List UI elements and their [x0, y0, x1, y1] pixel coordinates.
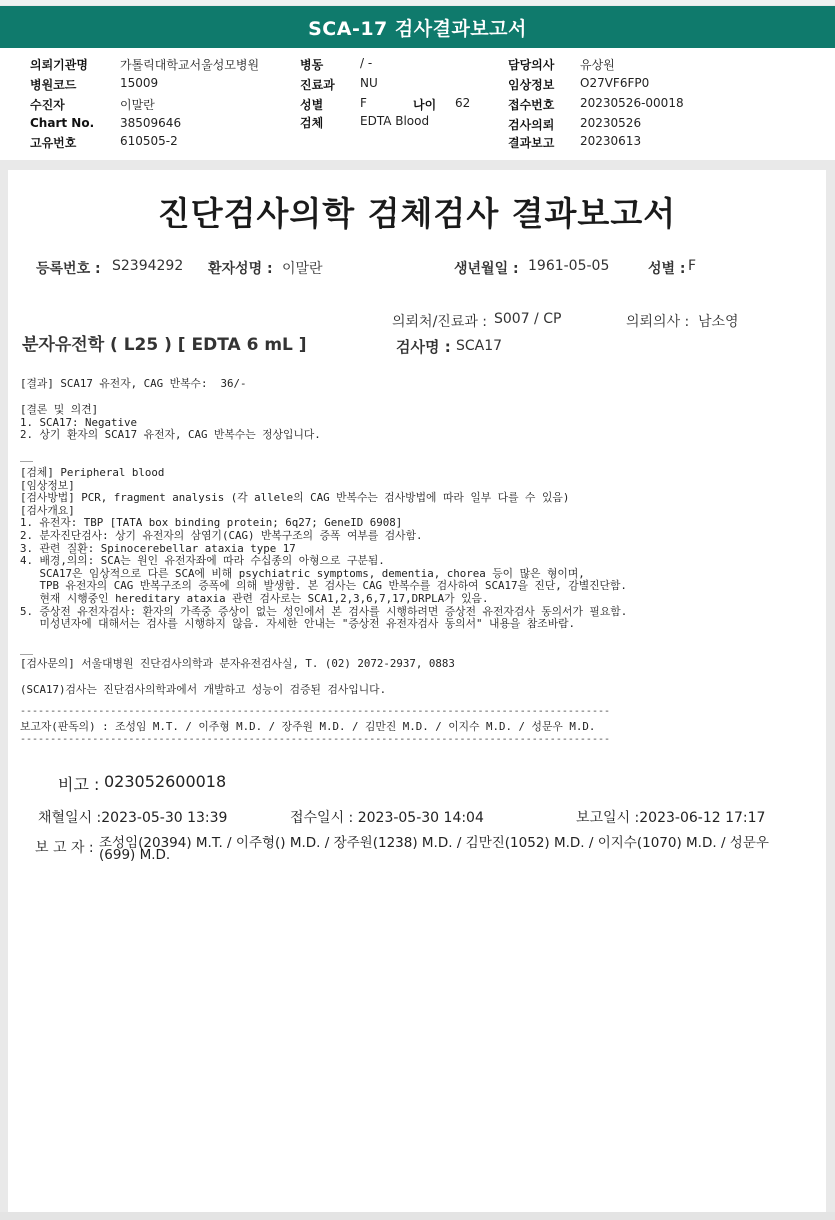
collect-value: 2023-05-30 13:39 — [101, 810, 228, 826]
info-label: 병동 — [300, 58, 324, 72]
section-title: 분자유전학 ( L25 ) [ EDTA 6 mL ] — [22, 335, 307, 355]
info-label: Chart No. — [30, 116, 95, 130]
info-label: 검사의뢰 — [508, 118, 555, 132]
report-datetime — [576, 807, 765, 827]
dashed-rule: -------------------------------------------------------------------------------------------------- — [20, 706, 611, 717]
dashed-rule: -------------------------------------------------------------------------------------------------- — [20, 734, 611, 745]
patient-name-value: 이말란 — [282, 261, 323, 277]
doctor-label: 의뢰의사 : — [626, 314, 690, 330]
details-block: [검체] Peripheral blood [임상정보] [검사방법] PCR, fragment analysis (각 allele의 CAG 반복수는 검사방법에 따라 일부 다를 수 있음) [검사개요] 1. 유전자: TBP [TATA box binding protein; 6q27; GeneID 6908] 2. 분자진단검사: 상기 유전자의 삼염기(CAG) 반복구조의 증폭 여부를 검사함. 3. 관련 질환: Spinocerebellar ataxia type 17 4. 배경,의의: SCA는 원인 유전자좌에 따라 수십종의 아형으로 구분됨. SCA17은 임상적으로 다른 SCA에 비해 psychiatric symptoms, dementia, chorea 등이 많은 형이며, TPB 유전자의 CAG 반복구조의 증폭에 의해 발생함. 본 검사는 CAG 반복수를 검사하여 SCA17을 진단, 감별진단함. 현재 시행중인 hereditary ataxia 관련 검사로는 SCA1,2,3,6,7,17,DRPLA가 있음. 5. 증상전 유전자검사: 환자의 가족중 증상이 없는 성인에서 본 검사를 시행하려면 증상전 유전자검사 동의서가 필요함. 미성년자에 대해서는 검사를 시행하지 않음. 자세한 안내는 "증상전 유전자검사 동의서" 내용을 참조바람. — [20, 466, 628, 631]
result-line: [결과] SCA17 유전자, CAG 반복수: 36/- — [20, 377, 247, 390]
bottom-strip — [0, 1212, 835, 1220]
reg-no-label: 등록번호 : — [36, 261, 101, 277]
info-value: 20230613 — [580, 134, 642, 148]
top-strip — [0, 0, 835, 5]
info-label: 담당의사 — [508, 58, 555, 72]
report-label: 보고일시 : — [576, 810, 640, 826]
doctor-value: 남소영 — [698, 314, 739, 330]
dept-value: S007 / CP — [494, 311, 562, 327]
info-value: / - — [360, 56, 373, 70]
info-label: 의뢰기관명 — [30, 58, 88, 72]
receive-label: 접수일시 : — [290, 810, 354, 826]
collect-datetime — [38, 807, 227, 827]
sex-label: 성별 : — [648, 261, 686, 277]
info-value: F — [360, 96, 367, 110]
info-label: 접수번호 — [508, 98, 555, 112]
test-name-value: SCA17 — [456, 338, 503, 354]
reporter-line: 보고자(판독의) : 조성임 M.T. / 이주형 M.D. / 장주원 M.D. / 김만진 M.D. / 이지수 M.D. / 성문우 M.D. — [20, 720, 596, 733]
document-title: 진단검사의학 검체검사 결과보고서 — [157, 194, 677, 233]
info-label: 검체 — [300, 116, 324, 130]
info-label: 진료과 — [300, 78, 335, 92]
info-label: 병원코드 — [30, 78, 77, 92]
separator: __ — [20, 449, 34, 462]
info-value: NU — [360, 76, 378, 90]
remark-label: 비고 : — [58, 775, 100, 794]
info-value: 20230526-00018 — [580, 96, 684, 110]
info-panel — [0, 48, 835, 160]
dept-label: 의뢰처/진료과 : — [392, 314, 488, 330]
reg-no-value: S2394292 — [112, 258, 184, 274]
info-value: 20230526 — [580, 116, 642, 130]
info-value: O27VF6FP0 — [580, 76, 650, 90]
info-label: 나이 — [413, 98, 437, 112]
info-label: 임상정보 — [508, 78, 555, 92]
birth-label: 생년월일 : — [454, 261, 519, 277]
info-value: 가톨릭대학교서울성모병원 — [120, 58, 260, 72]
reporter-names-1: 조성임(20394) M.T. / 이주형() M.D. / 장주원(1238) M.D. / 김만진(1052) M.D. / 이지수(1070) M.D. / 성문우 — [99, 835, 769, 851]
info-value: 15009 — [120, 76, 159, 90]
remark-value: 023052600018 — [104, 772, 227, 791]
inquiry-line: [검사문의] 서울대병원 진단검사의학과 분자유전검사실, T. (02) 2072-2937, 0883 — [20, 657, 455, 670]
info-value: EDTA Blood — [360, 114, 430, 128]
info-value: 38509646 — [120, 116, 182, 130]
receive-value: 2023-05-30 14:04 — [357, 810, 484, 826]
test-name-label: 검사명 : — [396, 338, 451, 356]
info-value: 이말란 — [120, 98, 155, 112]
patient-name-label: 환자성명 : — [208, 261, 273, 277]
info-value: 62 — [455, 96, 471, 110]
info-value: 610505-2 — [120, 134, 178, 148]
info-label: 결과보고 — [508, 136, 555, 150]
receive-datetime — [290, 807, 484, 827]
reporter-label: 보 고 자 : — [35, 840, 94, 856]
report-value: 2023-06-12 17:17 — [639, 810, 766, 826]
info-label: 고유번호 — [30, 136, 77, 150]
conclusion-block: [결론 및 의견] 1. SCA17: Negative 2. 상기 환자의 SCA17 유전자, CAG 반복수는 정상입니다. — [20, 403, 321, 442]
sex-value: F — [688, 258, 697, 274]
report-page — [8, 170, 826, 1212]
info-value: 유상원 — [580, 58, 615, 72]
separator: __ — [20, 642, 34, 655]
info-label: 수진자 — [30, 98, 65, 112]
validation-note: (SCA17)검사는 진단검사의학과에서 개발하고 성능이 검증된 검사입니다. — [20, 683, 387, 696]
report-title: SCA-17 검사결과보고서 — [0, 6, 835, 48]
collect-label: 채혈일시 : — [38, 810, 102, 826]
info-label: 성별 — [300, 98, 324, 112]
birth-value: 1961-05-05 — [528, 258, 610, 274]
reporter-names-2: (699) M.D. — [99, 847, 171, 863]
